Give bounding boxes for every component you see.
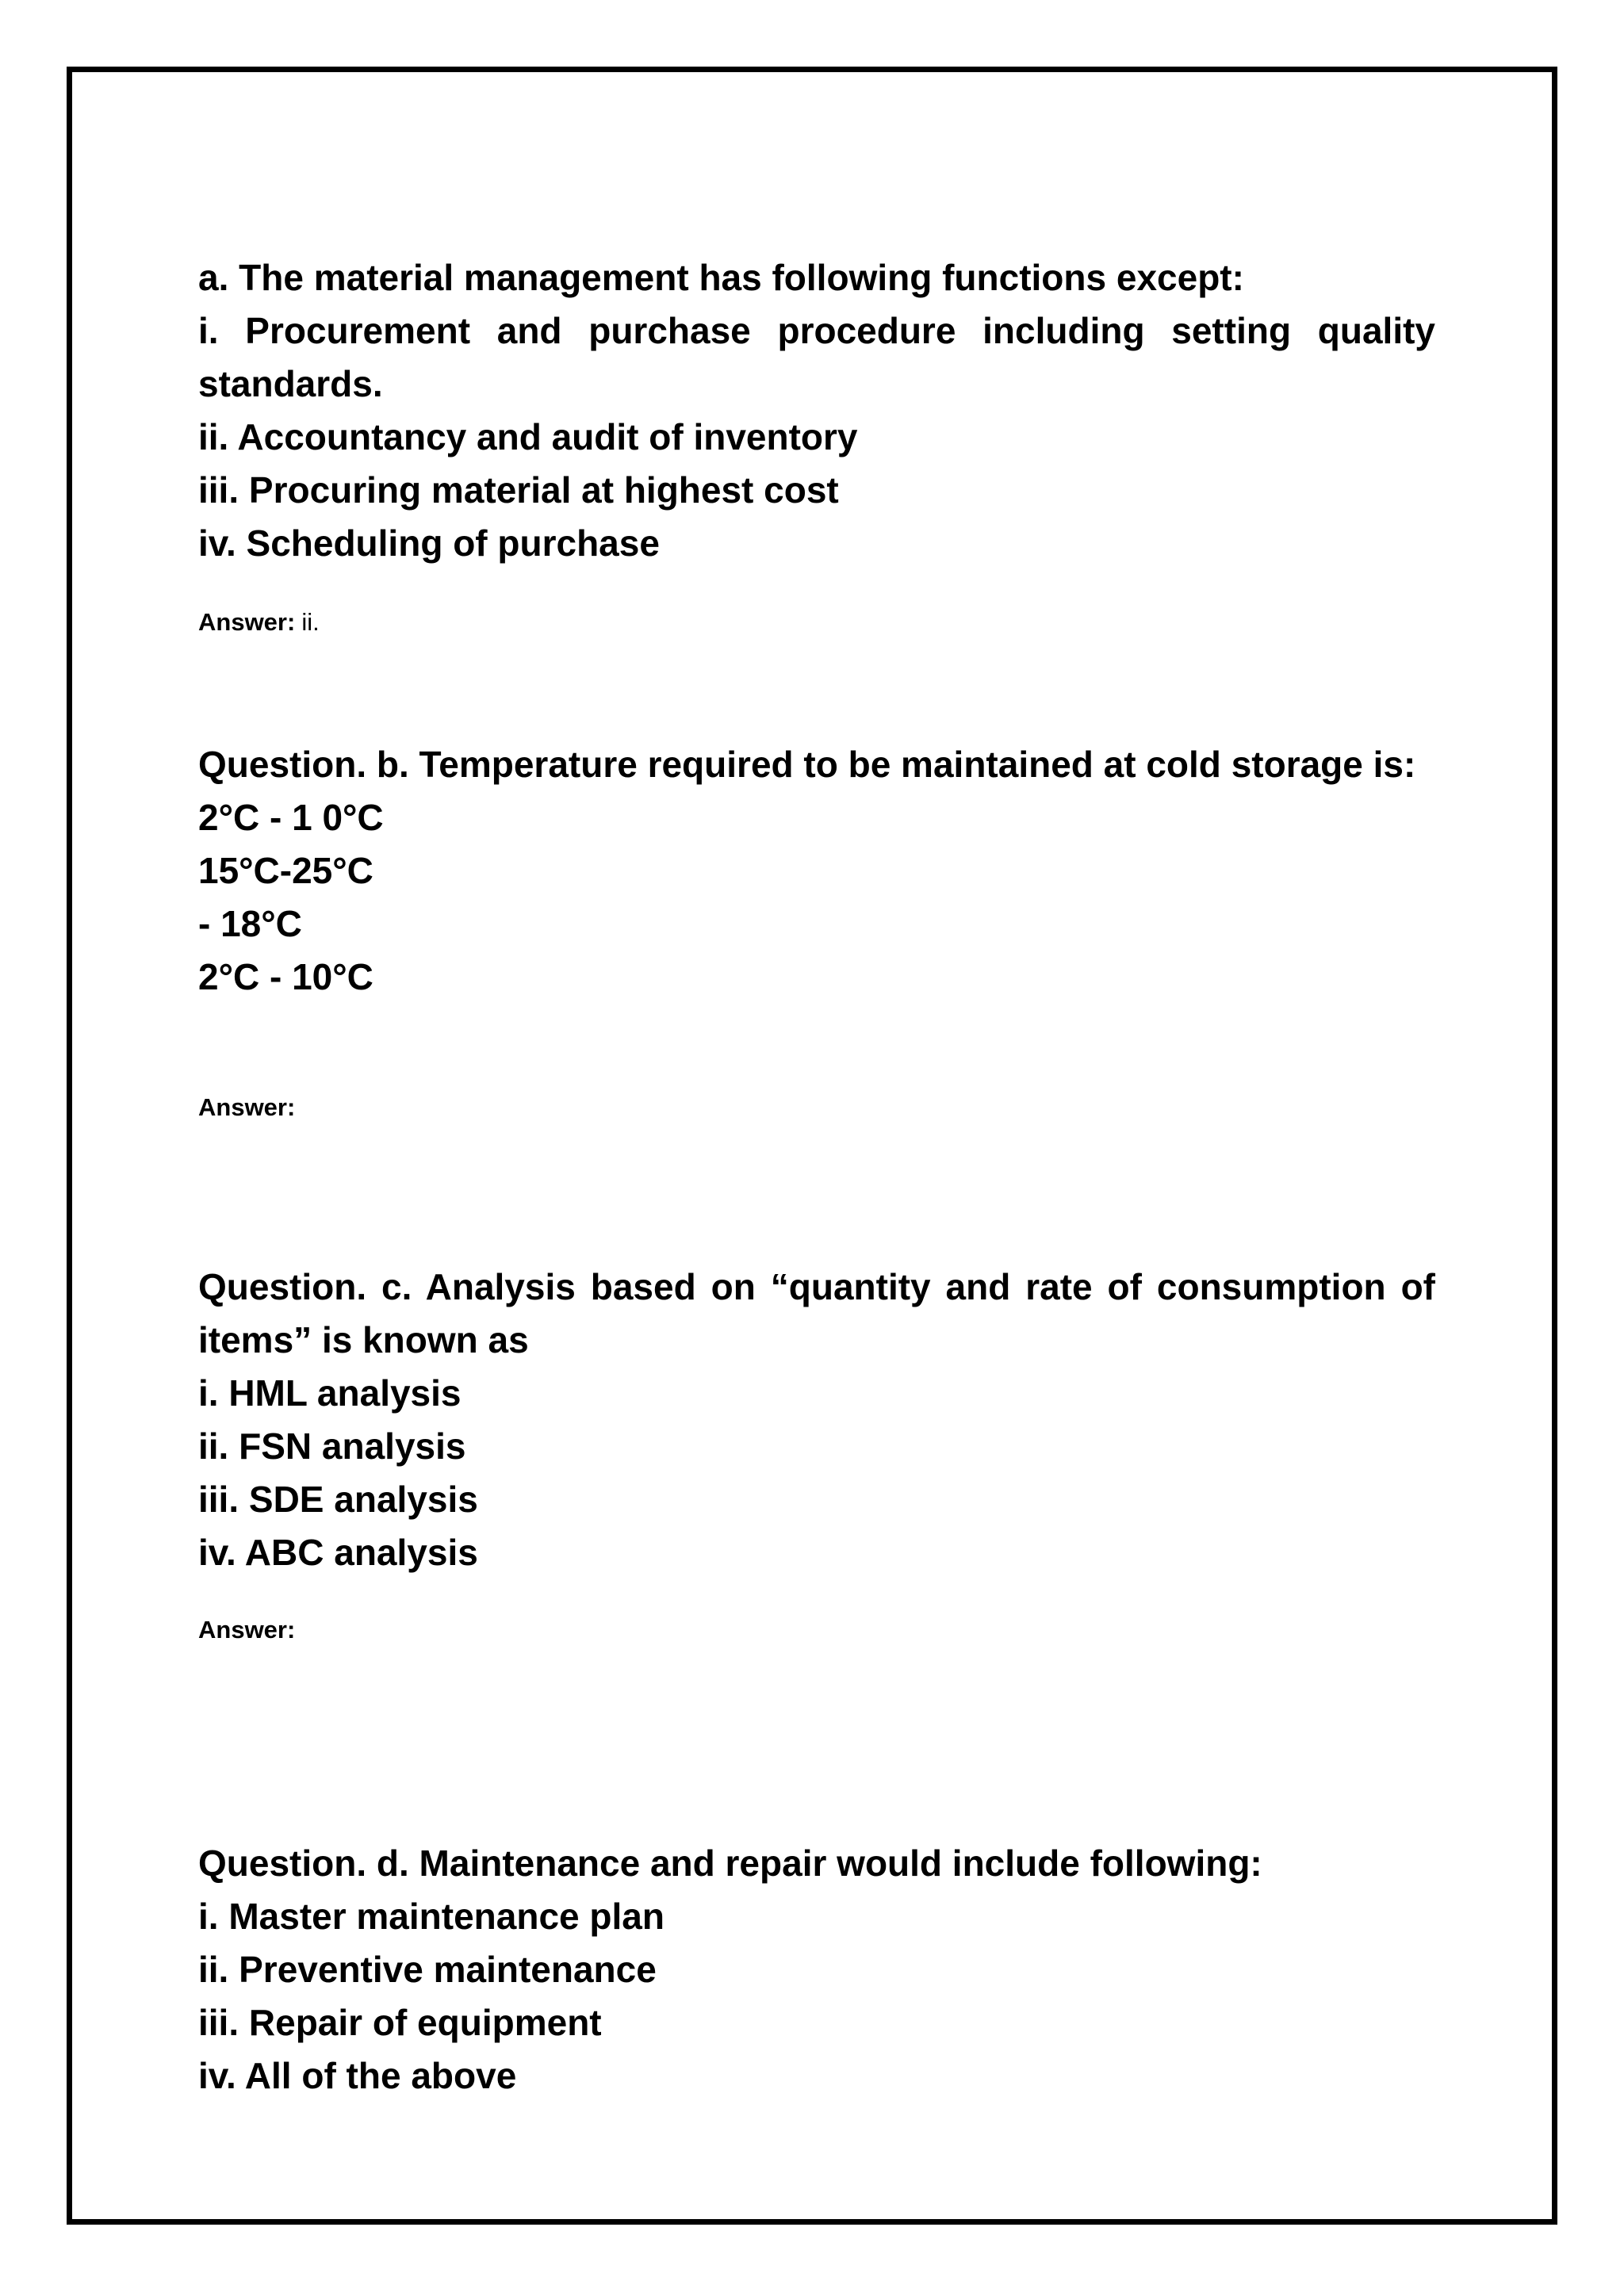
- answer-label: Answer:: [198, 1616, 296, 1644]
- question-d: [198, 1837, 1435, 2103]
- question-a: [198, 251, 1435, 636]
- option-text: 2°C - 1 0°C: [198, 797, 384, 838]
- option-text: ii. Preventive maintenance: [198, 1949, 657, 1990]
- answer-label: Answer:: [198, 608, 296, 636]
- option-text: iii. Procuring material at highest cost: [198, 469, 839, 511]
- answer-line: [198, 607, 320, 638]
- question-text: a. The material management has following functions except:: [198, 257, 1244, 298]
- option-text: iii. Repair of equipment: [198, 2002, 602, 2043]
- question-text: Question. c. Analysis based on “quantity and rate of consumption of items” is known as: [198, 1266, 1435, 1360]
- option-text: iv. Scheduling of purchase: [198, 522, 660, 564]
- question-text: Question. d. Maintenance and repair would include following:: [198, 1843, 1262, 1884]
- question-b: [198, 738, 1435, 1121]
- question-text: Question. b. Temperature required to be maintained at cold storage is:: [198, 744, 1416, 785]
- option-text: iii. SDE analysis: [198, 1479, 478, 1520]
- option-text: - 18°C: [198, 903, 302, 944]
- answer-value: ii.: [301, 608, 320, 636]
- option-text: iv. All of the above: [198, 2055, 517, 2096]
- answer-line: [198, 1092, 301, 1123]
- option-text: i. HML analysis: [198, 1372, 462, 1414]
- answer-line: [198, 1614, 301, 1646]
- option-text: i. Procurement and purchase procedure including setting quality standards.: [198, 310, 1435, 404]
- option-text: 2°C - 10°C: [198, 956, 373, 997]
- option-text: iv. ABC analysis: [198, 1532, 478, 1573]
- option-text: ii. FSN analysis: [198, 1425, 466, 1467]
- answer-label: Answer:: [198, 1093, 296, 1121]
- question-c: [198, 1261, 1435, 1644]
- option-text: i. Master maintenance plan: [198, 1896, 665, 1937]
- option-text: ii. Accountancy and audit of inventory: [198, 416, 858, 457]
- option-text: 15°C-25°C: [198, 850, 373, 891]
